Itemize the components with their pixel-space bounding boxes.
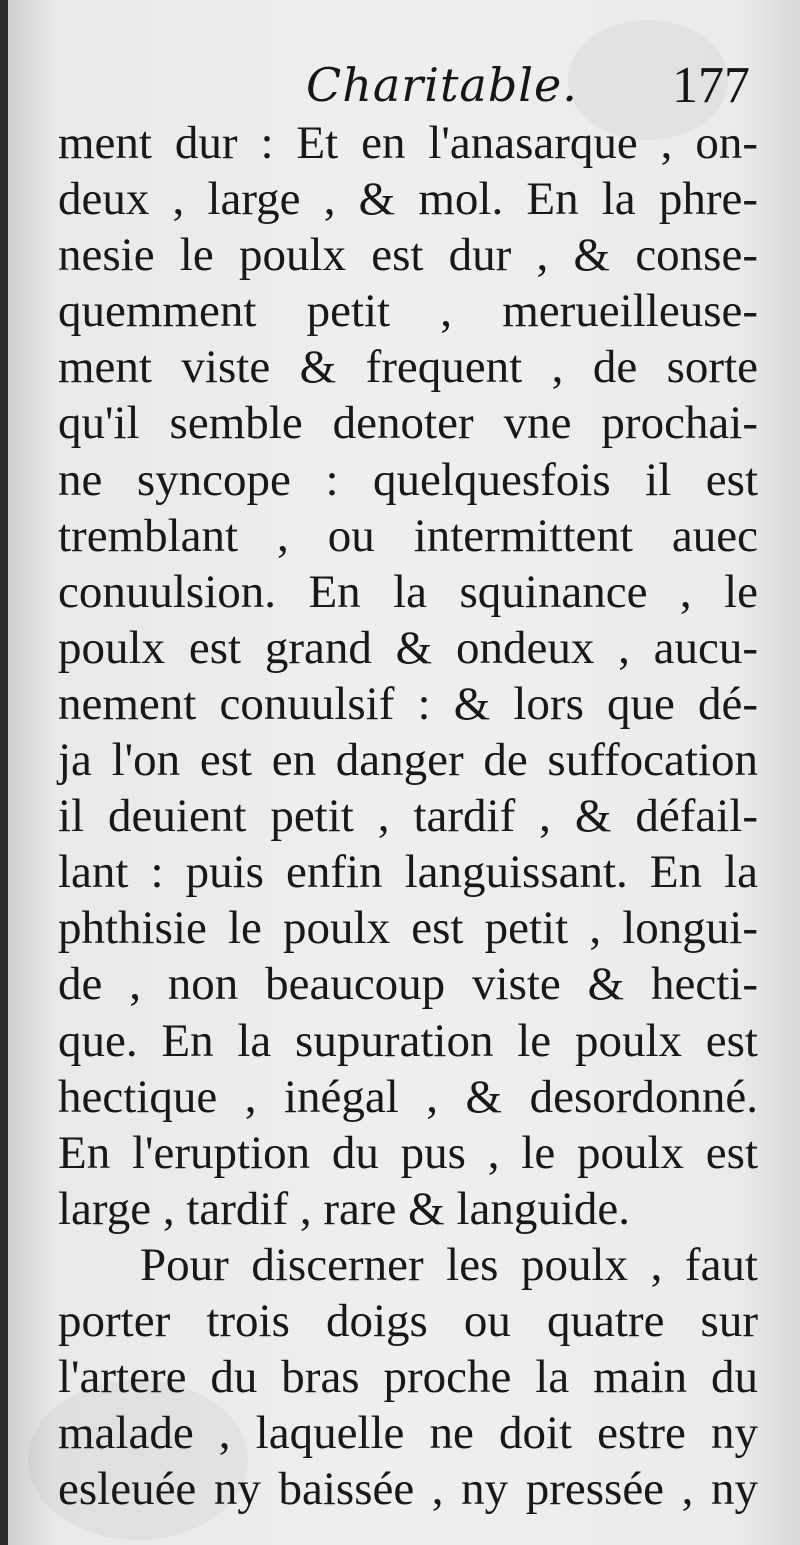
text-line: que. En la supuration le poulx est — [58, 1014, 758, 1067]
text-line: qu'il semble denoter vne prochai- — [58, 397, 758, 450]
text-line: En l'eruption du pus , le poulx est — [58, 1126, 758, 1179]
running-title: Charitable. — [306, 58, 578, 112]
paragraph-start-line: Pour discerner les poulx , faut — [140, 1238, 758, 1291]
page-header — [8, 52, 800, 122]
text-line: conuulsion. En la squinance , le — [58, 565, 758, 618]
book-page — [8, 0, 800, 1545]
text-line: phthisie le poulx est petit , longui- — [58, 902, 758, 955]
text-line: lant : puis enfin languissant. En la — [58, 846, 758, 899]
page-number: 177 — [672, 57, 750, 114]
text-line: de , non beaucoup viste & hecti- — [58, 958, 758, 1011]
text-line: nement conuulsif : & lors que dé- — [58, 677, 758, 730]
text-line: large , tardif , rare & languide. — [58, 1182, 631, 1235]
text-line: nesie le poulx est dur , & conse- — [58, 229, 758, 282]
text-line: l'artere du bras proche la main du — [58, 1351, 758, 1404]
text-line: ment viste & frequent , de sorte — [58, 341, 758, 394]
text-line: malade , laquelle ne doit estre ny — [58, 1407, 758, 1460]
text-line: deux , large , & mol. En la phre- — [58, 173, 758, 226]
text-line: ment dur : Et en l'anasarque , on- — [58, 117, 758, 169]
text-line: ja l'on est en danger de suffocation — [58, 734, 758, 787]
text-line: esleuée ny baissée , ny pressée , ny — [58, 1463, 758, 1516]
text-line: porter trois doigs ou quatre sur — [58, 1294, 758, 1347]
text-line: ne syncope : quelquesfois il est — [58, 453, 758, 506]
text-line: il deuient petit , tardif , & défail- — [58, 790, 758, 843]
text-line: quemment petit , merueilleuse- — [58, 285, 758, 338]
text-line: tremblant , ou intermittent auec — [58, 509, 758, 562]
body-text — [58, 115, 758, 1517]
text-line: hectique , inégal , & desordonné. — [58, 1070, 758, 1123]
text-line: poulx est grand & ondeux , aucu- — [58, 621, 758, 674]
